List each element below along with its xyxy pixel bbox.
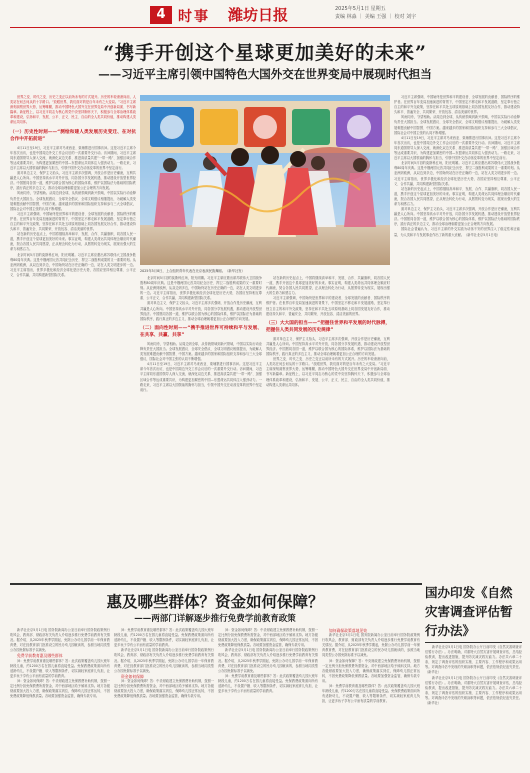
body-paragraph: 风雨同舟，守望相助。从周边到全球，从传统领域到新兴领域，中国以实际行动诠释负责任大国担当。全球发展倡议、全球安全倡议、全球文明倡议相继提出，为破解人类发展难题贡献中国智慧、中国方案。越来越多的国家和国际组织支持和参与三大全球倡议，国际社会对中国主张的认同不断增强。 (140, 341, 262, 362)
lead-paragraph: 世界之变、时代之变、历史之变正以前所未有的方式展开。历史的车轮滚滚向前，人类站在何去何从的十字路口。“放眼世界，我们面对的是百年未有之大变局。”习近平主席深刻洞察世界大势，运筹帷幄，推动中国特色大国外交在世界变局中开创新局面、书写新篇章。新征程上，以习近平同志为核心的党中央坚持胸怀天下，积极参与全球治理体系改革和建设，弘扬和平、发展、公平、正义、民主、自由的全人类共同价值，推动构建人类命运共同体。 (10, 95, 136, 125)
body-paragraph: 北京时间5月初的莫斯科红场，阳光明媚。习近平主席应邀出席苏联伟大卫国战争胜利80周年庆典。这是中俄两国元首共同纪念历史、捍卫二战胜利成果的又一重要时刻。从亚洲到欧洲，从双边到多边，中国始终站在历史正确的一边，站在人类文明进步的一边。习近平主席指出，世界多极化和经济全球化是历史大势，各国应坚持相互尊重、公平正义、合作共赢，共同构建新型国际关系。 (10, 252, 136, 277)
mini-heading-3: 如何确保政策落地见效 (329, 628, 367, 633)
side-story-title: 国办印发《自然灾害调查评估暂行办法》 (425, 585, 513, 638)
body-paragraph: 新华社北京5月1日电 国务院新闻办公室日前举行国务院政策例行吹风会，教育部、财政部有关负责人介绍逐步推行免费学前教育有关情况。据介绍，从2025年秋季学期起，免除公办幼儿园学前一年保育教育费，对在经教育部门批准设立的民办幼儿园就读的，参照当地同类型公办园免除标准予以减免。 (114, 648, 214, 673)
body-paragraph: 问：资金如何保障？答：中央财政建立免保教费补助机制，按照一定比例分担免保教费所需资金，对中西部地区给予倾斜支持。地方各级财政要加大投入力度，确保政策落实到位，保障幼儿园正常运转，不因免费政策降低保教质量。各地要加强资金监管，确保专款专用。 (218, 628, 318, 648)
body-paragraph: 问：免费学前教育惠及哪些群体？答：此次政策覆盖幼儿园大班年龄段儿童，约1200万名在园儿童将直接受益。免保教费政策面向所有适龄幼儿，不设置户籍、收入等限制条件，切实减轻家庭育儿负担，让更多孩子享有公平而有质量的学前教育。 (114, 628, 214, 648)
masthead-rule (10, 27, 520, 28)
body-paragraph: 面对单边主义、保护主义抬头，习近平主席多次强调，开放合作是历史潮流，互利共赢是人心所向。中国坚持高水平对外开放，同各国分享发展机遇，推动建设开放型世界经济。中国愿同各国一道，维护以联合国为核心的国际体系，维护以国际法为基础的国际秩序，践行真正的多边主义，推动全球治理朝着更加公正合理的方向发展。 (266, 336, 390, 357)
issue-date: 2025年5月1日 星期五 (335, 6, 386, 12)
lead-column-3 (266, 276, 390, 581)
body-paragraph: 新华社北京5月1日电 国务院办公厅日前印发《自然灾害调查评估暂行办法》。办法明确，对重特大自然灾害开展调查评估，总结经验教训，提出改进措施，提升防灾减灾救灾能力。办法共六章二十条，规定了调查评估的组织实施、主要内容、工作程序和成果运用等。对调查评估中发现的失职渎职等问题，依法依规依纪追究责任。（新华社） (425, 645, 522, 675)
body-paragraph: 新华社北京5月1日电 国务院新闻办公室日前举行国务院政策例行吹风会，教育部、财政部有关负责人介绍逐步推行免费学前教育有关情况。据介绍，从2025年秋季学期起，免除公办幼儿园学前一年保育教育费，对在经教育部门批准设立的民办幼儿园就读的，参照当地同类型公办园免除标准予以减免。 (322, 633, 420, 658)
body-paragraph: 新华社北京5月1日电 国务院新闻办公室日前举行国务院政策例行吹风会，教育部、财政部有关负责人介绍逐步推行免费学前教育有关情况。据介绍，从2025年秋季学期起，免除公办幼儿园学前一年保育教育费，对在经教育部门批准设立的民办幼儿园就读的，参照当地同类型公办园免除标准予以减免。 (10, 628, 110, 653)
bottom-column-1 (10, 628, 110, 768)
side-story-rule (425, 642, 522, 643)
bottom-subhead: ——两部门详解逐步推行免费学前教育政策 (134, 614, 296, 624)
side-story-body (425, 645, 522, 773)
section-heading-2: （二）面向性时刻——“携手推进世界可持续和平与发展、在共享、共赢、共享” (140, 325, 262, 338)
body-paragraph: 北京时间5月初的莫斯科红场，阳光明媚。习近平主席应邀出席苏联伟大卫国战争胜利80周年庆典。这是中俄两国元首共同纪念历史、捍卫二战胜利成果的又一重要时刻。从亚洲到欧洲，从双边到多边，中国始终站在历史正确的一边，站在人类文明进步的一边。习近平主席指出，世界多极化和经济全球化是历史大势，各国应坚持相互尊重、公平正义、合作共赢，共同构建新型国际关系。 (394, 161, 520, 186)
body-paragraph: 站在新的历史起点上，中国将继续高举和平、发展、合作、共赢旗帜，同各国人民一道，携手开创这个星球更加美好的未来。事实证明，构建人类命运共同体理念顺应时代潮流，契合各国人民共同愿望，正从理念转化为行动，从愿景转变为现实，展现出强大的生命力和感召力。 (10, 232, 136, 252)
story-divider (10, 583, 422, 585)
body-paragraph: 风雨同舟，守望相助。从周边到全球，从传统领域到新兴领域，中国以实际行动诠释负责任大国担当。全球发展倡议、全球安全倡议、全球文明倡议相继提出，为破解人类发展难题贡献中国智慧、中国方案。越来越多的国家和国际组织支持和参与三大全球倡议，国际社会对中国主张的认同不断增强。 (10, 191, 136, 211)
side-story (425, 583, 522, 765)
dancers-photo-illustration (140, 95, 390, 265)
page-number: 4 (150, 6, 172, 24)
lead-photo (140, 95, 390, 265)
body-paragraph: 习近平主席强调，中国始终是世界和平的建设者、全球发展的贡献者、国际秩序的维护者。在世界百年变局加速演进的背景下，中国坚定不移走和平发展道路，坚定奉行独立自主的和平外交政策，坚持在和平共处五项原则基础上同各国发展友好合作，推动建设持久和平、普遍安全、共同繁荣、开放包容、清洁美丽的世界。 (394, 95, 520, 115)
body-paragraph: 4月11日至19日，习近平主席对马来西亚、柬埔寨进行国事访问。这是习近平主席今年首次出访，也是中国周边外交工作会议后的一次重要外交行动。访问期间，习近平主席同东道国领导人深入交流，就深化双边关系、推进高质量共建“一带一路”、加强区域合作等达成重要共识，为构建更加紧密的中国—东盟命运共同体注入强劲动力。一路走来，习近平主席以大国领袖的胸怀与担当，引领中国外交在动荡变革的世界中坚定前行。 (394, 135, 520, 161)
body-paragraph: 新华社北京5月1日电 国务院办公厅日前印发《自然灾害调查评估暂行办法》。办法明确，对重特大自然灾害开展调查评估，总结经验教训，提出改进措施，提升防灾减灾救灾能力。办法共六章二十条，规定了调查评估的组织实施、主要内容、工作程序和成果运用等。对调查评估中发现的失职渎职等问题，依法依规依纪追究责任。（新华社） (425, 675, 522, 706)
closing-paragraph: 国际社会普遍认为，习近平主席的外交实践为动荡不安的世界注入了稳定性和正能量，为人类和平与发展事业作出了新的重大贡献。（新华社北京5月1日电） (394, 227, 520, 237)
body-paragraph: 问：资金如何保障？答：中央财政建立免保教费补助机制，按照一定比例分担免保教费所需资金，对中西部地区给予倾斜支持。地方各级财政要加大投入力度，确保政策落实到位，保障幼儿园正常运转，不因免费政策降低保教质量。各地要加强资金监管，确保专款专用。 (322, 658, 420, 683)
body-paragraph: 面对单边主义、保护主义抬头，习近平主席多次强调，开放合作是历史潮流，互利共赢是人心所向。中国坚持高水平对外开放，同各国分享发展机遇，推动建设开放型世界经济。中国愿同各国一道，维护以联合国为核心的国际体系，维护以国际法为基础的国际秩序，践行真正的多边主义，推动全球治理朝着更加公正合理的方向发展。 (140, 301, 262, 321)
body-paragraph: 面对单边主义、保护主义抬头，习近平主席多次强调，开放合作是历史潮流，互利共赢是人心所向。中国坚持高水平对外开放，同各国分享发展机遇，推动建设开放型世界经济。中国愿同各国一道，维护以联合国为核心的国际体系，维护以国际法为基础的国际秩序，践行真正的多边主义，推动全球治理朝着更加公正合理的方向发展。 (394, 207, 520, 227)
masthead (0, 0, 530, 28)
section-heading-1: （一）历史性时刻——“测绘和建人类发展历史变迁、在对抗合作中开拓前进” (10, 129, 136, 142)
section-name: 时事 (178, 9, 210, 25)
body-paragraph: 习近平主席强调，中国始终是世界和平的建设者、全球发展的贡献者、国际秩序的维护者。在世界百年变局加速演进的背景下，中国坚定不移走和平发展道路，坚定奉行独立自主的和平外交政策，坚持在和平共处五项原则基础上同各国发展友好合作，推动建设持久和平、普遍安全、共同繁荣、开放包容、清洁美丽的世界。 (266, 296, 390, 316)
body-paragraph: 问：资金如何保障？答：中央财政建立免保教费补助机制，按照一定比例分担免保教费所需资金，对中西部地区给予倾斜支持。地方各级财政要加大投入力度，确保政策落实到位，保障幼儿园正常运转，不因免费政策降低保教质量。各地要加强资金监管，确保专款专用。 (114, 678, 214, 699)
mini-heading-2: 资金如何保障 (121, 673, 144, 679)
body-paragraph: 面对单边主义、保护主义抬头，习近平主席多次强调，开放合作是历史潮流，互利共赢是人心所向。中国坚持高水平对外开放，同各国分享发展机遇，推动建设开放型世界经济。中国愿同各国一道，维护以联合国为核心的国际体系，维护以国际法为基础的国际秩序，践行真正的多边主义，推动全球治理朝着更加公正合理的方向发展。 (10, 171, 136, 191)
body-paragraph: 4月11日至19日，习近平主席对马来西亚、柬埔寨进行国事访问。这是习近平主席今年首次出访，也是中国周边外交工作会议后的一次重要外交行动。访问期间，习近平主席同东道国领导人深入交流，就深化双边关系、推进高质量共建“一带一路”、加强区域合作等达成重要共识，为构建更加紧密的中国—东盟命运共同体注入强劲动力。一路走来，习近平主席以大国领袖的胸怀与担当，引领中国外交在动荡变革的世界中坚定前行。 (140, 362, 262, 392)
editor-credits: 责编 林淼 ｜ 美编 王强 ｜ 校对 刘宇 (335, 14, 417, 20)
body-paragraph: 习近平主席强调，中国始终是世界和平的建设者、全球发展的贡献者、国际秩序的维护者。在世界百年变局加速演进的背景下，中国坚定不移走和平发展道路，坚定奉行独立自主的和平外交政策，坚持在和平共处五项原则基础上同各国发展友好合作，推动建设持久和平、普遍安全、共同繁荣、开放包容、清洁美丽的世界。 (10, 211, 136, 232)
lead-column-1 (10, 95, 136, 581)
body-paragraph: 风雨同舟，守望相助。从周边到全球，从传统领域到新兴领域，中国以实际行动诠释负责任大国担当。全球发展倡议、全球安全倡议、全球文明倡议相继提出，为破解人类发展难题贡献中国智慧、中国方案。越来越多的国家和国际组织支持和参与三大全球倡议，国际社会对中国主张的认同不断增强。 (394, 115, 520, 135)
bottom-headline: 惠及哪些群体？资金如何保障？ (106, 592, 324, 611)
body-paragraph: 新华社北京5月1日电 国务院新闻办公室日前举行国务院政策例行吹风会，教育部、财政部有关负责人介绍逐步推行免费学前教育有关情况。据介绍，从2025年秋季学期起，免除公办幼儿园学前一年保育教育费，对在经教育部门批准设立的民办幼儿园就读的，参照当地同类型公办园免除标准予以减免。 (218, 648, 318, 673)
lead-subhead: ——习近平主席引领中国特色大国外交在世界变局中展现时代担当 (98, 67, 432, 81)
bottom-column-4 (322, 628, 420, 768)
body-paragraph: 站在新的历史起点上，中国将继续高举和平、发展、合作、共赢旗帜，同各国人民一道，携手开创这个星球更加美好的未来。事实证明，构建人类命运共同体理念顺应时代潮流，契合各国人民共同愿望，正从理念转化为行动，从愿景转变为现实，展现出强大的生命力和感召力。 (266, 276, 390, 296)
lead-column-2 (140, 276, 262, 581)
bottom-column-2 (114, 628, 214, 768)
body-paragraph: 问：免费学前教育惠及哪些群体？答：此次政策覆盖幼儿园大班年龄段儿童，约1200万名在园儿童将直接受益。免保教费政策面向所有适龄幼儿，不设置户籍、收入等限制条件，切实减轻家庭育儿负担，让更多孩子享有公平而有质量的学前教育。 (10, 658, 110, 678)
body-paragraph: 站在新的历史起点上，中国将继续高举和平、发展、合作、共赢旗帜，同各国人民一道，携手开创这个星球更加美好的未来。事实证明，构建人类命运共同体理念顺应时代潮流，契合各国人民共同愿望，正从理念转化为行动，从愿景转变为现实，展现出强大的生命力和感召力。 (394, 186, 520, 206)
body-paragraph: 4月11日至19日，习近平主席对马来西亚、柬埔寨进行国事访问。这是习近平主席今年首次出访，也是中国周边外交工作会议后的一次重要外交行动。访问期间，习近平主席同东道国领导人深入交流，就深化双边关系、推进高质量共建“一带一路”、加强区域合作等达成重要共识，为构建更加紧密的中国—东盟命运共同体注入强劲动力。一路走来，习近平主席以大国领袖的胸怀与担当，引领中国外交在动荡变革的世界中坚定前行。 (10, 145, 136, 170)
lead-column-4 (394, 95, 520, 581)
body-paragraph: 世界之变、时代之变、历史之变正以前所未有的方式展开。历史的车轮滚滚向前，人类站在何去何从的十字路口。“放眼世界，我们面对的是百年未有之大变局。”习近平主席深刻洞察世界大势，运筹帷幄，推动中国特色大国外交在世界变局中开创新局面、书写新篇章。新征程上，以习近平同志为核心的党中央坚持胸怀天下，积极参与全球治理体系改革和建设，弘扬和平、发展、公平、正义、民主、自由的全人类共同价值，推动构建人类命运共同体。 (266, 357, 390, 387)
newspaper-logo: 潍坊日报 (228, 6, 289, 24)
body-paragraph: 北京时间5月初的莫斯科红场，阳光明媚。习近平主席应邀出席苏联伟大卫国战争胜利80周年庆典。这是中俄两国元首共同纪念历史、捍卫二战胜利成果的又一重要时刻。从亚洲到欧洲，从双边到多边，中国始终站在历史正确的一边，站在人类文明进步的一边。习近平主席指出，世界多极化和经济全球化是历史大势，各国应坚持相互尊重、公平正义、合作共赢，共同构建新型国际关系。 (140, 276, 262, 301)
bottom-column-3 (218, 628, 318, 768)
body-paragraph: 问：资金如何保障？答：中央财政建立免保教费补助机制，按照一定比例分担免保教费所需资金，对中西部地区给予倾斜支持。地方各级财政要加大投入力度，确保政策落实到位，保障幼儿园正常运转，不因免费政策降低保教质量。各地要加强资金监管，确保专款专用。 (10, 678, 110, 699)
body-paragraph: 问：免费学前教育惠及哪些群体？答：此次政策覆盖幼儿园大班年龄段儿童，约1200万名在园儿童将直接受益。免保教费政策面向所有适龄幼儿，不设置户籍、收入等限制条件，切实减轻家庭育儿负担，让更多孩子享有公平而有质量的学前教育。 (322, 684, 420, 704)
body-paragraph: 问：免费学前教育惠及哪些群体？答：此次政策覆盖幼儿园大班年龄段儿童，约1200万名在园儿童将直接受益。免保教费政策面向所有适龄幼儿，不设置户籍、收入等限制条件，切实减轻家庭育儿负担，让更多孩子享有公平而有质量的学前教育。 (218, 673, 318, 694)
mini-heading-1: 免费学前教育惠及哪些群体 (17, 653, 63, 659)
photo-caption: 2025年5月8日，上合组织青年代表在北京表演民族舞蹈。（新华社发） (140, 269, 245, 273)
lead-headline: “携手开创这个星球更加美好的未来” (103, 42, 427, 64)
section-heading-3: （三）大大国的担当——“把握住世界和平发展的时代脉搏，把握住人类共同发展的历史规律” (266, 320, 390, 333)
